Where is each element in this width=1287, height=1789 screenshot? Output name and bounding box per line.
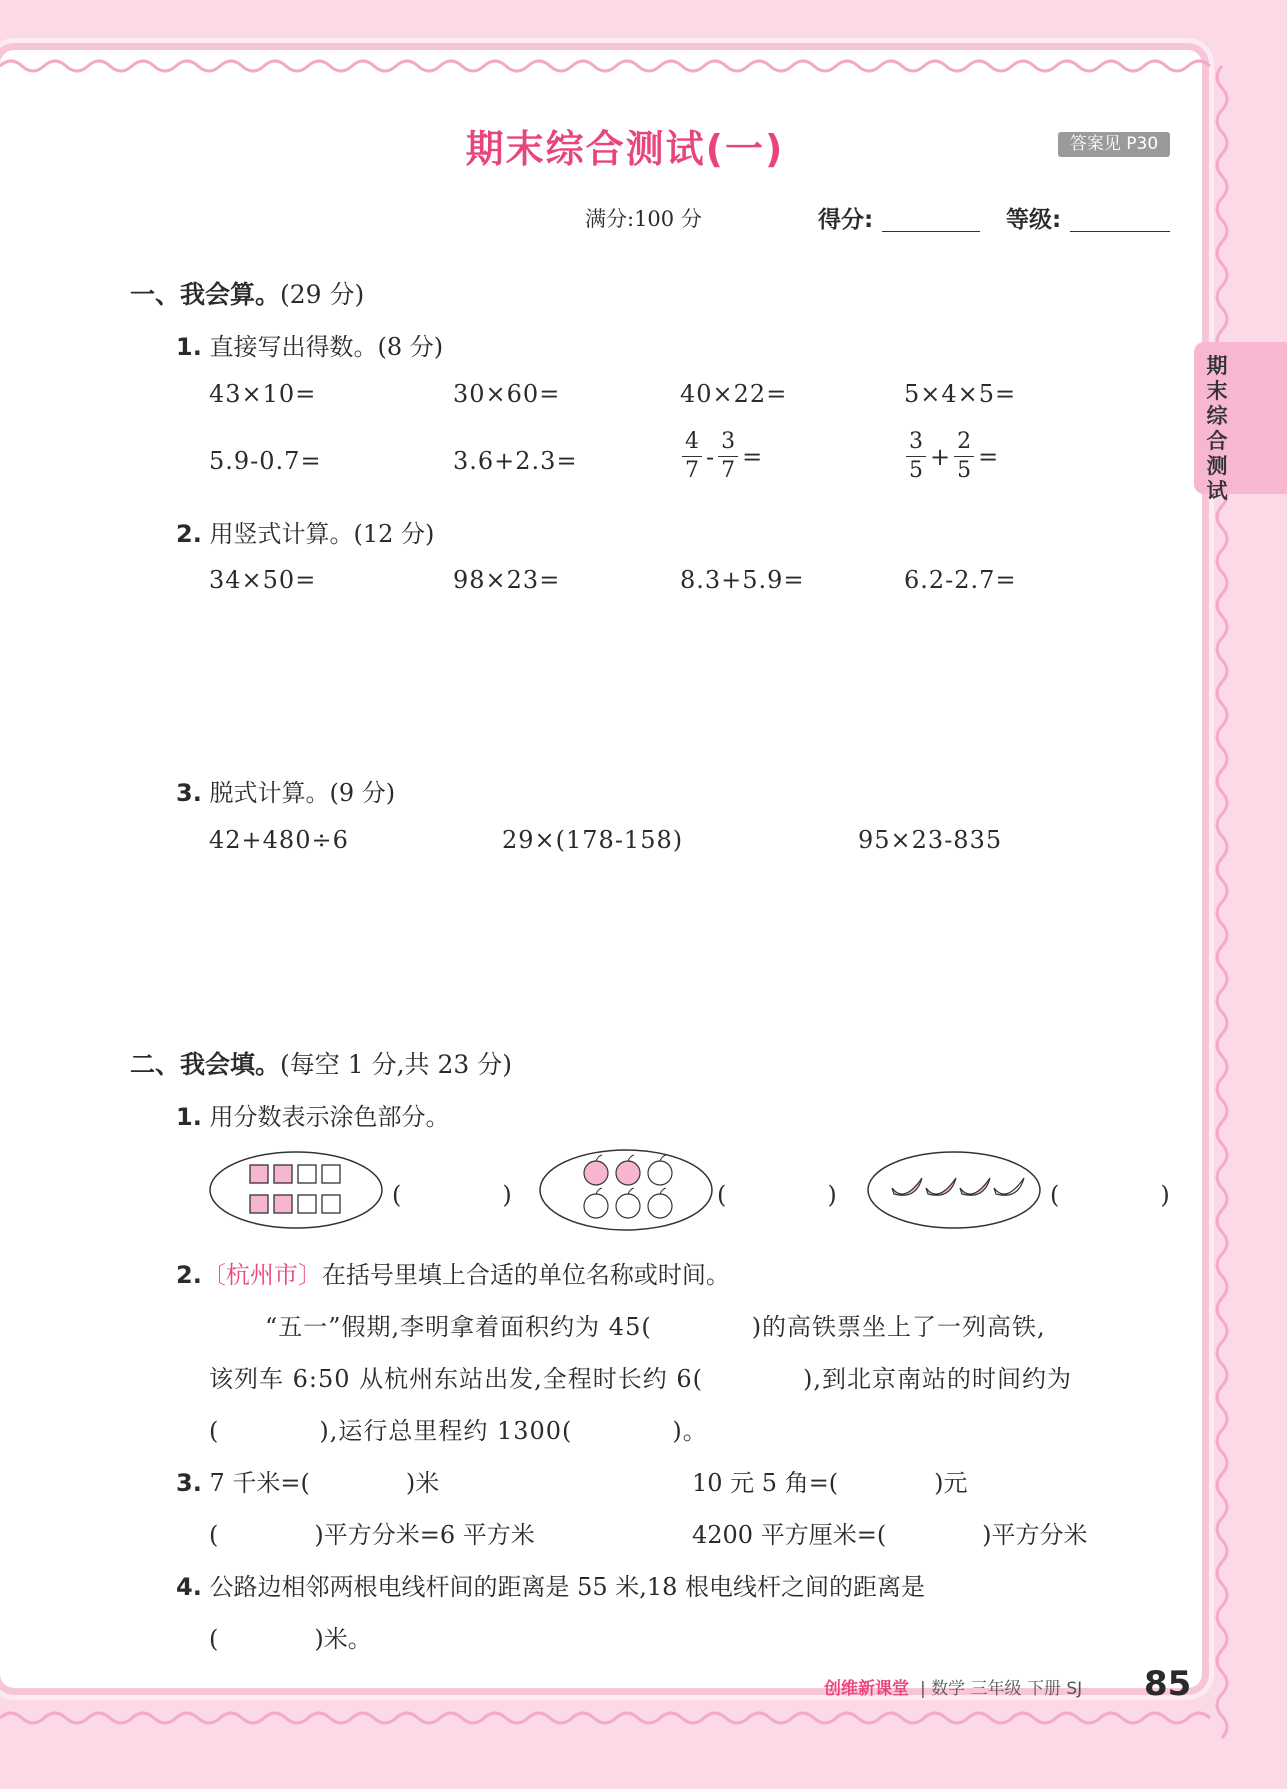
apple-icon [584,1188,608,1218]
equals-sign: = [742,442,763,471]
answer-paren[interactable]: ( ) [717,1181,838,1209]
fraction [718,428,738,485]
passage-line: “五一”假期,李明拿着面积约为 45( )的高铁票坐上了一列高铁, [265,1313,1046,1341]
question-2-3 [176,1463,439,1498]
apple-icon [648,1155,672,1185]
score-blank[interactable] [882,203,980,232]
square-shaded [250,1195,268,1213]
square-shaded [274,1165,292,1183]
question-number: 1. [176,333,202,361]
stepwise-calc-item: 95×23-835 [858,826,1003,854]
denominator: 5 [957,458,972,483]
squares-figure [208,1150,388,1230]
page-title: 期末综合测试(一) [465,127,785,171]
operator: + [930,442,951,471]
side-tab-label: 期末综合测试 [1206,354,1228,503]
numerator: 3 [906,428,926,457]
stepwise-calc-item: 29×(178-158) [502,826,684,854]
answer-paren[interactable]: ( ) [1050,1181,1171,1209]
vertical-calc-item: 6.2-2.7= [904,566,1017,594]
vertical-calc-item: 98×23= [453,566,561,594]
question-text-continued: ( )米。 [209,1625,372,1653]
banana-icon [960,1178,990,1195]
section1-points: (29 分) [280,280,365,309]
oral-calc-item: 3.6+2.3= [453,447,578,475]
square-empty [322,1195,340,1213]
oral-calc-item: 5.9-0.7= [209,447,322,475]
score-label: 得分: [818,207,874,233]
conversion-b: 10 元 5 角=( )元 [692,1469,968,1497]
question-number: 2. [176,1261,202,1289]
conversion-a: 7 千米=( )米 [209,1469,440,1497]
question-number: 3. [176,1469,202,1497]
banana-icon [892,1178,922,1195]
stepwise-calc-item: 42+480÷6 [209,826,349,854]
section2-points: (每空 1 分,共 23 分) [280,1050,512,1079]
denominator: 7 [721,458,736,483]
question-number: 4. [176,1573,202,1601]
denominator: 5 [909,458,923,483]
question-1-2 [176,514,434,549]
apple-icon [648,1188,672,1218]
question-2-4 [176,1567,925,1602]
oral-calc-item: 5×4×5= [904,380,1017,408]
question-2-1 [176,1097,449,1132]
question-1-3 [176,773,395,808]
numerator: 4 [682,428,702,457]
vertical-calc-item: 34×50= [209,566,317,594]
section2-title: 二、我会填。 [130,1050,281,1079]
square-shaded [250,1165,268,1183]
question-text: 公路边相邻两根电线杆间的距离是 55 米,18 根电线杆之间的距离是 [209,1573,926,1601]
banana-icon [994,1178,1024,1195]
equals-sign: = [978,442,999,471]
numerator: 2 [954,428,974,457]
grade-blank[interactable] [1070,203,1170,232]
question-text: 用竖式计算。(12 分) [209,520,435,548]
apples-figure [538,1148,718,1232]
passage-line: ( ),运行总里程约 1300( )。 [209,1417,708,1445]
full-score: 满分:100 分 [585,207,702,231]
vertical-calc-item: 8.3+5.9= [680,566,805,594]
square-empty [322,1165,340,1183]
operator: - [706,442,715,471]
section1-title: 一、我会算。 [130,280,281,309]
question-text: 用分数表示涂色部分。 [209,1103,450,1131]
question-text: 脱式计算。(9 分) [209,779,396,807]
question-1-1 [176,327,443,362]
oral-calc-item: 30×60= [453,380,561,408]
apple-icon [616,1155,640,1185]
question-text: 直接写出得数。(8 分) [209,333,444,361]
footer-info: | 数学 三年级 下册 SJ [920,1679,1083,1699]
oral-calc-item: 43×10= [209,380,317,408]
bananas-figure [866,1150,1046,1230]
passage-line: 该列车 6:50 从杭州东站出发,全程时长约 6( ),到北京南站的时间约为 [209,1365,1073,1393]
question-2-2 [176,1255,730,1290]
grade-label: 等级: [1006,207,1062,233]
question-number: 1. [176,1103,202,1131]
region-tag: 〔杭州市〕 [201,1261,322,1289]
square-empty [298,1165,316,1183]
question-number: 3. [176,779,202,807]
square-empty [298,1195,316,1213]
banana-icon [926,1178,956,1195]
fraction [682,428,702,485]
numerator: 3 [718,428,738,457]
question-number: 2. [176,520,202,548]
answer-paren[interactable]: ( ) [392,1181,513,1209]
apple-icon [584,1155,608,1185]
footer-brand: 创维新课堂 [824,1679,909,1699]
conversion-d: 4200 平方厘米=( )平方分米 [692,1521,1088,1549]
square-shaded [274,1195,292,1213]
fraction-expression-2 [904,428,1000,485]
fraction [906,428,926,485]
denominator: 7 [685,458,699,483]
section1-heading [130,275,364,311]
conversion-c: ( )平方分米=6 平方米 [209,1521,535,1549]
fraction-expression-1 [680,428,764,485]
apple-icon [616,1188,640,1218]
fraction [954,428,974,485]
question-text: 在括号里填上合适的单位名称或时间。 [321,1261,730,1289]
section2-heading [130,1045,512,1081]
page-number: 85 [1144,1664,1192,1704]
answer-reference-badge: 答案见 P30 [1058,132,1170,157]
oral-calc-item: 40×22= [680,380,788,408]
